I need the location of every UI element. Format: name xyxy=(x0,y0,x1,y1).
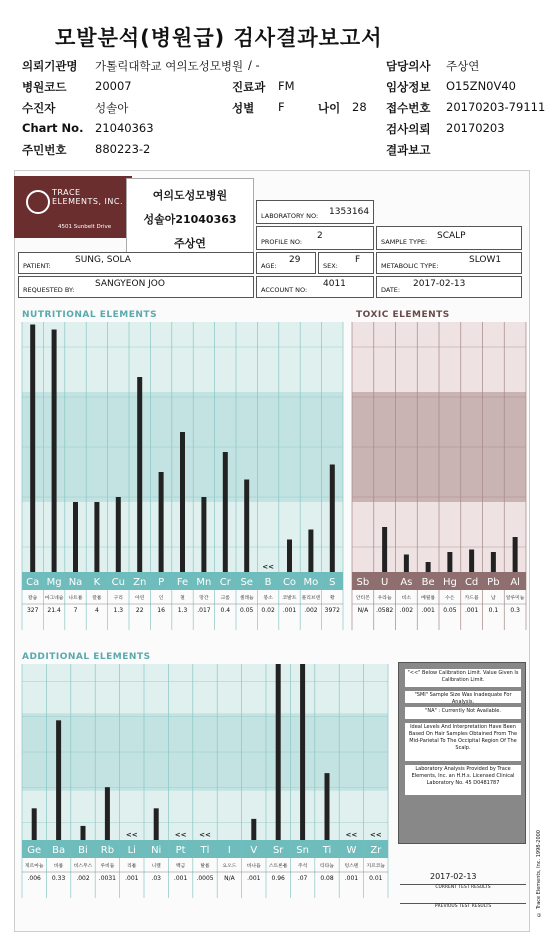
toxic-korean-name: 우라늄 xyxy=(377,596,392,601)
nutritional-value: 0.05 xyxy=(240,607,254,614)
nutritional-bar-co xyxy=(287,540,292,573)
header-value: 28 xyxy=(352,100,367,114)
metabolic-type-box: METABOLIC TYPE: SLOW1 xyxy=(376,252,522,274)
additional-bar-ge xyxy=(32,808,37,840)
nutritional-bar-zn xyxy=(137,377,142,572)
toxic-symbol-sb: Sb xyxy=(356,577,370,588)
additional-symbol-tl: Tl xyxy=(200,845,210,856)
header-key: 검사의뢰 xyxy=(386,122,431,136)
nutritional-bar-mn xyxy=(201,497,206,572)
additional-symbol-rb: Rb xyxy=(100,845,115,856)
additional-korean-name: 요오드 xyxy=(222,864,237,869)
profile-box: PROFILE NO: 2 xyxy=(256,226,374,250)
legend-note: "<<" Below Calibration Limit. Value Given Is Calibration Limit. xyxy=(405,669,521,687)
report-title: 모발분석(병원급) 검사결과보고서 xyxy=(55,26,383,50)
nutritional-value: .002 xyxy=(304,607,318,614)
additional-symbol-v: V xyxy=(250,845,258,856)
header-key: 접수번호 xyxy=(386,101,431,115)
additional-value: .001 xyxy=(344,875,359,882)
nutritional-symbol-b: B xyxy=(264,577,272,588)
toxic-korean-name: 베릴륨 xyxy=(421,596,436,601)
nutritional-value: 21.4 xyxy=(47,607,61,614)
nutritional-korean-name: 마그네슘 xyxy=(44,596,64,601)
header-value: 20170203-79111 xyxy=(446,100,546,114)
header-value: 880223-2 xyxy=(95,142,151,156)
nutritional-symbol-k: K xyxy=(93,577,101,588)
nutritional-value: 1.3 xyxy=(177,607,188,614)
additional-value: N/A xyxy=(224,875,235,882)
sticker-line: 주상연 xyxy=(174,237,206,250)
additional-korean-name: 텅스텐 xyxy=(344,864,359,869)
nutritional-bar-s xyxy=(330,465,335,573)
logo-text: TRACE ELEMENTS, INC. xyxy=(52,188,124,206)
additional-below-marker: << xyxy=(125,831,138,839)
nutritional-bar-k xyxy=(94,502,99,572)
additional-korean-name: 비스무스 xyxy=(73,864,93,869)
legend-box xyxy=(398,662,526,844)
header-key: 의뢰기관명 xyxy=(22,59,78,73)
toxic-title: TOXIC ELEMENTS xyxy=(356,310,450,320)
additional-korean-name: 탈륨 xyxy=(200,864,210,869)
additional-symbol-ge: Ge xyxy=(27,845,42,856)
additional-symbol-sr: Sr xyxy=(272,845,284,856)
nutritional-below-marker: << xyxy=(262,563,274,571)
nutritional-symbol-fe: Fe xyxy=(176,577,189,588)
date-box: DATE: 2017-02-13 xyxy=(376,276,522,298)
additional-below-marker: << xyxy=(199,831,211,839)
profile-value: 2 xyxy=(317,231,323,241)
toxic-value: .001 xyxy=(421,607,435,614)
nutritional-bar-na xyxy=(73,502,78,572)
additional-symbol-bi: Bi xyxy=(78,845,88,856)
sticker-line: 성솔아21040363 xyxy=(143,213,237,226)
additional-below-marker: << xyxy=(345,831,358,839)
nutritional-korean-name: 칼슘 xyxy=(28,596,38,601)
nutritional-value: .001 xyxy=(282,607,297,614)
additional-value: .006 xyxy=(27,875,41,882)
age-box: AGE: 29 xyxy=(256,252,316,274)
header-value: O15ZN0V40 xyxy=(446,79,516,93)
legend-note: "NA" : Currently Not Available. xyxy=(405,707,521,719)
additional-symbol-sn: Sn xyxy=(296,845,309,856)
additional-value: .002 xyxy=(76,875,90,882)
toxic-bar-be xyxy=(426,562,431,572)
additional-symbol-li: Li xyxy=(127,845,136,856)
toxic-bar-cd xyxy=(469,550,474,573)
toxic-bar-u xyxy=(382,527,387,572)
nutritional-bar-p xyxy=(159,472,164,572)
toxic-value: N/A xyxy=(357,607,369,614)
header-key: 임상정보 xyxy=(386,80,431,94)
additional-korean-name: 주석 xyxy=(297,864,308,869)
header-key: Chart No. xyxy=(22,121,84,135)
toxic-value: 0.05 xyxy=(443,607,457,614)
toxic-korean-name: 수은 xyxy=(445,596,455,601)
header-value: 주상연 xyxy=(446,59,480,73)
additional-bar-ba xyxy=(56,720,61,840)
date-value: 2017-02-13 xyxy=(413,279,466,289)
nutritional-korean-name: 셀레늄 xyxy=(239,596,254,601)
header-key: 성별 xyxy=(232,101,255,115)
additional-value: .0031 xyxy=(98,875,116,882)
nutritional-symbol-co: Co xyxy=(282,577,297,588)
additional-value: .0005 xyxy=(196,875,214,882)
sex-box: SEX: F xyxy=(318,252,374,274)
toxic-symbol-be: Be xyxy=(421,577,435,588)
current-results-label: CURRENT TEST RESULTS xyxy=(400,884,526,890)
nutritional-korean-name: 철 xyxy=(180,596,185,601)
nutritional-korean-name: 칼륨 xyxy=(92,596,102,601)
nutritional-bar-cr xyxy=(223,452,228,572)
header-value: 성솔아 xyxy=(95,101,129,115)
nutritional-symbol-ca: Ca xyxy=(26,577,40,588)
lab-no-box: LABORATORY NO: 1353164 xyxy=(256,200,374,224)
header-key: 나이 xyxy=(318,101,341,115)
nutritional-value: 0.4 xyxy=(220,607,231,614)
nutritional-value: .017 xyxy=(197,607,211,614)
nutritional-value: 0.02 xyxy=(261,607,275,614)
additional-bar-rb xyxy=(105,787,110,840)
toxic-korean-name: 비소 xyxy=(401,596,412,601)
additional-title: ADDITIONAL ELEMENTS xyxy=(22,652,151,662)
additional-korean-name: 바륨 xyxy=(53,864,64,869)
header-key: 결과보고 xyxy=(386,143,431,157)
nutritional-value: 1.3 xyxy=(113,607,124,614)
toxic-bar-pb xyxy=(491,552,496,572)
additional-value: 0.08 xyxy=(320,875,334,882)
additional-value: .03 xyxy=(151,875,161,882)
additional-korean-name: 루비듐 xyxy=(100,864,115,869)
nutritional-bar-se xyxy=(244,480,249,573)
nutritional-korean-name: 황 xyxy=(329,596,335,601)
patient-box: PATIENT: SUNG, SOLA xyxy=(18,252,254,274)
nutritional-symbol-cr: Cr xyxy=(219,577,231,588)
additional-bar-v xyxy=(251,819,256,840)
nutritional-bar-mo xyxy=(308,530,313,573)
header-value: 21040363 xyxy=(95,121,154,135)
additional-value: .001 xyxy=(173,875,188,882)
nutritional-value: 16 xyxy=(157,607,165,614)
toxic-symbol-al: Al xyxy=(510,577,520,588)
nutritional-symbol-mg: Mg xyxy=(46,577,62,588)
logo-address: 4501 Sunbelt Drive xyxy=(58,224,112,230)
header-value: 가톨릭대학교 여의도성모병원 xyxy=(95,59,244,73)
additional-bar-sn xyxy=(300,664,305,840)
additional-korean-name: 니켈 xyxy=(151,864,161,869)
header-key: 병원코드 xyxy=(22,80,67,94)
toxic-korean-name: 안티몬 xyxy=(355,596,370,601)
nutritional-value: 3972 xyxy=(324,607,340,614)
nutritional-korean-name: 아연 xyxy=(135,596,145,601)
additional-below-marker: << xyxy=(174,831,187,839)
nutritional-korean-name: 인 xyxy=(158,596,164,601)
nutritional-symbol-mo: Mo xyxy=(303,577,319,588)
legend-note: Laboratory Analysis Provided by Trace Elements, Inc. an H.H.s. Licensed Clinical Laboratory No. 45 D0481787 xyxy=(405,765,521,795)
nutritional-value: 22 xyxy=(135,607,144,614)
nutritional-title: NUTRITIONAL ELEMENTS xyxy=(22,310,158,320)
header-key: 진료과 xyxy=(232,80,266,94)
toxic-symbol-as: As xyxy=(400,577,413,588)
age-value: 29 xyxy=(289,255,301,265)
nutritional-value: 7 xyxy=(73,607,78,614)
sex-value: F xyxy=(355,255,361,265)
additional-bar-bi xyxy=(81,826,86,840)
additional-symbol-zr: Zr xyxy=(370,845,382,856)
additional-value: .001 xyxy=(125,875,139,882)
additional-symbol-i: I xyxy=(227,845,231,856)
additional-korean-name: 지르코늄 xyxy=(366,864,386,869)
account-value: 4011 xyxy=(323,279,346,289)
additional-value: 0.01 xyxy=(369,875,383,882)
toxic-korean-name: 알루미늄 xyxy=(505,596,525,601)
additional-bar-ni xyxy=(154,808,159,840)
lab-no-value: 1353164 xyxy=(329,207,370,217)
additional-value: .001 xyxy=(247,875,261,882)
nutritional-korean-name: 구리 xyxy=(113,596,123,601)
additional-symbol-w: W xyxy=(346,845,357,856)
toxic-symbol-cd: Cd xyxy=(464,577,479,588)
additional-korean-name: 스트론튬 xyxy=(268,864,288,869)
additional-symbol-ni: Ni xyxy=(151,845,162,856)
sample-type-box: SAMPLE TYPE: SCALP xyxy=(376,226,522,250)
nutritional-korean-name: 크롬 xyxy=(220,596,230,601)
toxic-value: 0.1 xyxy=(488,607,499,614)
nutritional-symbol-zn: Zn xyxy=(133,577,147,588)
legend-note: Ideal Levels And Interpretation Have Been Based On Hair Samples Obtained From The Mid-Parietal To The Occipital Region Of The Scalp. xyxy=(405,723,521,761)
requested-by-box: REQUESTED BY: SANGYEON JOO xyxy=(18,276,254,298)
sample-type-value: SCALP xyxy=(437,231,466,241)
additional-korean-name: 게르마늄 xyxy=(24,864,44,869)
toxic-korean-name: 카드뮴 xyxy=(464,596,479,601)
nutritional-korean-name: 붕소 xyxy=(263,596,273,601)
requested-by-value: SANGYEON JOO xyxy=(95,279,165,289)
additional-bar-sr xyxy=(276,664,281,840)
nutritional-symbol-na: Na xyxy=(68,577,83,588)
additional-symbol-ti: Ti xyxy=(322,845,332,856)
nutritional-bar-ca xyxy=(30,325,35,573)
header-value: 20170203 xyxy=(446,121,505,135)
toxic-bar-as xyxy=(404,555,409,573)
nutritional-value: 4 xyxy=(94,607,99,614)
legend-note: "SMI" Sample Size Was Inadequate For Analysis. xyxy=(405,691,521,703)
previous-results-label: PREVIOUS TEST RESULTS xyxy=(400,903,526,909)
header-value: FM xyxy=(278,79,295,93)
toxic-bar-hg xyxy=(447,552,452,572)
toxic-symbol-u: U xyxy=(380,577,389,588)
additional-value: 0.96 xyxy=(271,875,285,882)
nutritional-symbol-p: P xyxy=(158,577,165,588)
header-key: 수진자 xyxy=(22,101,56,115)
toxic-value: .001 xyxy=(464,607,479,614)
nutritional-symbol-mn: Mn xyxy=(196,577,212,588)
header-key: 주민번호 xyxy=(22,143,67,157)
header-separator: / - xyxy=(248,58,260,72)
toxic-value: 0.3 xyxy=(510,607,520,614)
header-key: 담당의사 xyxy=(386,59,431,73)
nutritional-korean-name: 몰리브덴 xyxy=(301,596,321,601)
nutritional-symbol-s: S xyxy=(329,577,336,588)
toxic-symbol-hg: Hg xyxy=(442,577,457,588)
toxic-symbol-pb: Pb xyxy=(487,577,500,588)
additional-symbol-pt: Pt xyxy=(175,845,186,856)
additional-value: .07 xyxy=(297,875,308,882)
nutritional-bar-mg xyxy=(52,330,57,573)
metabolic-type-value: SLOW1 xyxy=(469,255,502,265)
header-value: 20007 xyxy=(95,79,132,93)
additional-korean-name: 티타늄 xyxy=(320,864,334,869)
sticker-line: 여의도성모병원 xyxy=(152,189,228,202)
nutritional-bar-cu xyxy=(116,497,121,572)
toxic-bar-al xyxy=(513,537,518,572)
additional-korean-name: 바나듐 xyxy=(246,864,261,869)
additional-below-marker: << xyxy=(369,831,382,839)
footer-date: 2017-02-13 xyxy=(430,872,477,881)
toxic-korean-name: 납 xyxy=(491,596,496,601)
toxic-value: .0582 xyxy=(376,607,394,614)
nutritional-bar-fe xyxy=(180,432,185,572)
additional-korean-name: 백금 xyxy=(175,864,186,869)
nutritional-value: 327 xyxy=(26,607,39,614)
nutritional-korean-name: 나트륨 xyxy=(68,596,83,601)
nutritional-korean-name: 망간 xyxy=(199,596,209,601)
additional-bar-ti xyxy=(325,773,330,840)
nutritional-korean-name: 코발트 xyxy=(282,596,297,601)
header-value: F xyxy=(278,100,285,114)
nutritional-symbol-se: Se xyxy=(240,577,253,588)
additional-korean-name: 리튬 xyxy=(127,864,137,869)
account-box: ACCOUNT NO: 4011 xyxy=(256,276,374,298)
nutritional-symbol-cu: Cu xyxy=(111,577,125,588)
additional-symbol-ba: Ba xyxy=(52,845,66,856)
toxic-value: .002 xyxy=(399,607,414,614)
patient-value: SUNG, SOLA xyxy=(75,255,131,265)
copyright: © Trace Elements, Inc. 1998-2000 xyxy=(536,830,542,917)
additional-value: 0.33 xyxy=(51,875,66,882)
